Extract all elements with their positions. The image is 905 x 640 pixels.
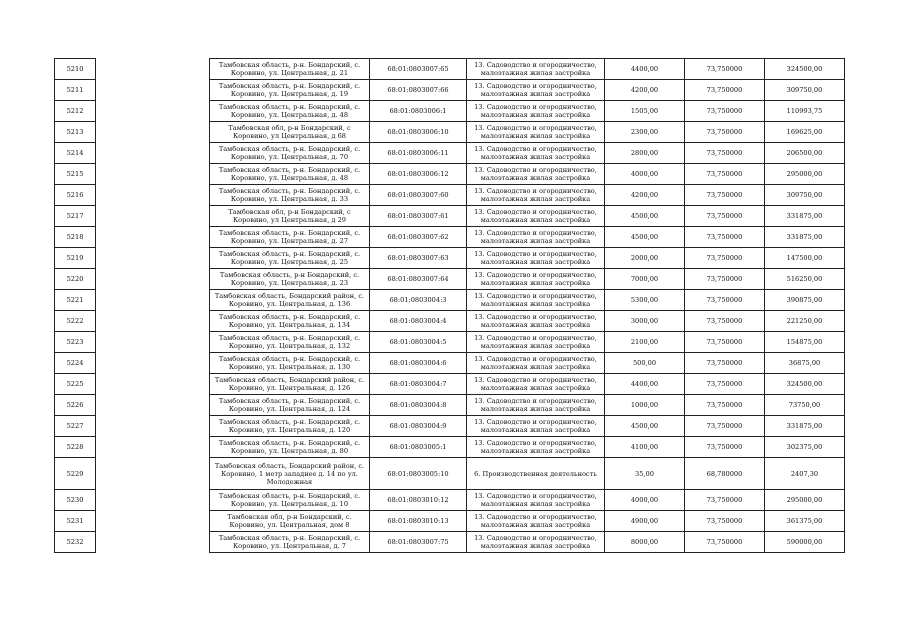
cadastral-value-cell: 36875,00 <box>765 353 845 374</box>
table-row <box>55 532 845 553</box>
cadastral-number-cell: 68:01:0803004:7 <box>370 374 467 395</box>
area-cell: 2000,00 <box>605 248 685 269</box>
cadastral-value-cell: 331875,00 <box>765 416 845 437</box>
cadastral-value-cell: 154875,00 <box>765 332 845 353</box>
table-row <box>55 490 845 511</box>
address-cell: Тамбовская область, р-н. Бондарский, с. Коровино, ул. Центральная, д. 7 <box>210 532 370 553</box>
row-number: 5214 <box>55 143 96 164</box>
area-cell: 7000,00 <box>605 269 685 290</box>
rate-cell: 73,750000 <box>685 122 765 143</box>
row-number: 5229 <box>55 458 96 490</box>
cadastral-value-cell: 390875,00 <box>765 290 845 311</box>
rate-cell: 73,750000 <box>685 227 765 248</box>
row-number: 5231 <box>55 511 96 532</box>
row-number: 5223 <box>55 332 96 353</box>
cadastral-number-cell: 68:01:0803006:10 <box>370 122 467 143</box>
cadastral-value-cell: 110993,75 <box>765 101 845 122</box>
row-number: 5213 <box>55 122 96 143</box>
land-use-cell: 13. Садоводство и огородничество, малоэтажная жилая застройка <box>467 511 605 532</box>
area-cell: 4000,00 <box>605 490 685 511</box>
address-cell: Тамбовская область, р-н. Бондарский, с. Коровино, ул. Центральная, д. 21 <box>210 59 370 80</box>
area-cell: 4100,00 <box>605 437 685 458</box>
rate-cell: 73,750000 <box>685 269 765 290</box>
row-number: 5211 <box>55 80 96 101</box>
cadastral-value-cell: 331875,00 <box>765 227 845 248</box>
row-spacer <box>96 532 210 553</box>
row-number: 5230 <box>55 490 96 511</box>
cadastral-value-cell: 309750,00 <box>765 80 845 101</box>
area-cell: 4200,00 <box>605 80 685 101</box>
address-cell: Тамбовская обл, р-н Бондарский, с Коровино, ул Центральная, д 29 <box>210 206 370 227</box>
table-row <box>55 185 845 206</box>
land-use-cell: 13. Садоводство и огородничество, малоэтажная жилая застройка <box>467 206 605 227</box>
row-number: 5221 <box>55 290 96 311</box>
rate-cell: 73,750000 <box>685 164 765 185</box>
table-row <box>55 227 845 248</box>
row-number: 5226 <box>55 395 96 416</box>
land-use-cell: 13. Садоводство и огородничество, малоэтажная жилая застройка <box>467 143 605 164</box>
area-cell: 4000,00 <box>605 164 685 185</box>
address-cell: Тамбовская область, р-н. Бондарский, с. Коровино, ул. Центральная, д. 130 <box>210 353 370 374</box>
row-spacer <box>96 332 210 353</box>
row-spacer <box>96 490 210 511</box>
row-spacer <box>96 227 210 248</box>
area-cell: 4500,00 <box>605 227 685 248</box>
table-row <box>55 101 845 122</box>
land-use-cell: 13. Садоводство и огородничество, малоэтажная жилая застройка <box>467 374 605 395</box>
table-row <box>55 332 845 353</box>
land-use-cell: 13. Садоводство и огородничество, малоэтажная жилая застройка <box>467 311 605 332</box>
land-use-cell: 6. Производственная деятельность <box>467 458 605 490</box>
land-cadastral-value-table <box>54 58 845 553</box>
address-cell: Тамбовская обл, р-н Бондарский, с Коровино, ул Центральная, д 68 <box>210 122 370 143</box>
table-row <box>55 416 845 437</box>
area-cell: 3000,00 <box>605 311 685 332</box>
row-number: 5220 <box>55 269 96 290</box>
row-number: 5215 <box>55 164 96 185</box>
cadastral-number-cell: 68:01:0803007:75 <box>370 532 467 553</box>
cadastral-number-cell: 68:01:0803004:8 <box>370 395 467 416</box>
address-cell: Тамбовская область, р-н. Бондарский, с. Коровино, ул. Центральная, д. 120 <box>210 416 370 437</box>
land-use-cell: 13. Садоводство и огородничество, малоэтажная жилая застройка <box>467 332 605 353</box>
row-number: 5212 <box>55 101 96 122</box>
table-row <box>55 143 845 164</box>
cadastral-number-cell: 68:01:0803007:63 <box>370 248 467 269</box>
area-cell: 5300,00 <box>605 290 685 311</box>
row-spacer <box>96 290 210 311</box>
cadastral-number-cell: 68:01:0803005:10 <box>370 458 467 490</box>
rate-cell: 73,750000 <box>685 101 765 122</box>
cadastral-number-cell: 68:01:0803007:66 <box>370 80 467 101</box>
row-spacer <box>96 143 210 164</box>
area-cell: 4500,00 <box>605 416 685 437</box>
row-number: 5216 <box>55 185 96 206</box>
land-use-cell: 13. Садоводство и огородничество, малоэтажная жилая застройка <box>467 227 605 248</box>
row-spacer <box>96 80 210 101</box>
cadastral-value-cell: 324500,00 <box>765 374 845 395</box>
land-use-cell: 13. Садоводство и огородничество, малоэтажная жилая застройка <box>467 269 605 290</box>
address-cell: Тамбовская область, р-н. Бондарский, с. Коровино, ул. Центральная, д. 80 <box>210 437 370 458</box>
area-cell: 4900,00 <box>605 511 685 532</box>
area-cell: 4400,00 <box>605 374 685 395</box>
address-cell: Тамбовская область, Бондарский район, с. Коровино, 1 метр западнее д. 14 по ул. Молодежная <box>210 458 370 490</box>
table-row <box>55 311 845 332</box>
rate-cell: 73,750000 <box>685 416 765 437</box>
cadastral-number-cell: 68:01:0803007:64 <box>370 269 467 290</box>
row-number: 5225 <box>55 374 96 395</box>
rate-cell: 73,750000 <box>685 311 765 332</box>
table-row <box>55 164 845 185</box>
address-cell: Тамбовская область, р-н. Бондарский, с. Коровино, ул. Центральная, д. 27 <box>210 227 370 248</box>
table-row <box>55 511 845 532</box>
row-number: 5232 <box>55 532 96 553</box>
area-cell: 2300,00 <box>605 122 685 143</box>
cadastral-number-cell: 68:01:0803004:3 <box>370 290 467 311</box>
row-spacer <box>96 59 210 80</box>
row-spacer <box>96 164 210 185</box>
cadastral-number-cell: 68:01:0803004:9 <box>370 416 467 437</box>
rate-cell: 73,750000 <box>685 185 765 206</box>
cadastral-value-cell: 221250,00 <box>765 311 845 332</box>
rate-cell: 73,750000 <box>685 490 765 511</box>
address-cell: Тамбовская область, р-н. Бондарский, с. Коровино, ул. Центральная, д. 25 <box>210 248 370 269</box>
cadastral-number-cell: 68:01:0803006:11 <box>370 143 467 164</box>
land-use-cell: 13. Садоводство и огородничество, малоэтажная жилая застройка <box>467 122 605 143</box>
row-spacer <box>96 458 210 490</box>
cadastral-number-cell: 68:01:0803007:62 <box>370 227 467 248</box>
row-spacer <box>96 374 210 395</box>
cadastral-number-cell: 68:01:0803007:61 <box>370 206 467 227</box>
cadastral-number-cell: 68:01:0803004:4 <box>370 311 467 332</box>
cadastral-value-cell: 295000,00 <box>765 164 845 185</box>
table-row <box>55 59 845 80</box>
cadastral-value-cell: 169625,00 <box>765 122 845 143</box>
rate-cell: 68,780000 <box>685 458 765 490</box>
area-cell: 1505,00 <box>605 101 685 122</box>
area-cell: 1000,00 <box>605 395 685 416</box>
cadastral-value-cell: 73750,00 <box>765 395 845 416</box>
row-spacer <box>96 511 210 532</box>
table-row <box>55 437 845 458</box>
cadastral-number-cell: 68:01:0803010:12 <box>370 490 467 511</box>
rate-cell: 73,750000 <box>685 290 765 311</box>
area-cell: 500,00 <box>605 353 685 374</box>
cadastral-number-cell: 68:01:0803010:13 <box>370 511 467 532</box>
cadastral-value-cell: 302375,00 <box>765 437 845 458</box>
rate-cell: 73,750000 <box>685 80 765 101</box>
cadastral-number-cell: 68:01:0803006:12 <box>370 164 467 185</box>
row-number: 5227 <box>55 416 96 437</box>
table-row <box>55 374 845 395</box>
cadastral-number-cell: 68:01:0803004:6 <box>370 353 467 374</box>
table-row <box>55 248 845 269</box>
rate-cell: 73,750000 <box>685 206 765 227</box>
row-spacer <box>96 353 210 374</box>
row-spacer <box>96 269 210 290</box>
table-body <box>55 59 845 553</box>
land-use-cell: 13. Садоводство и огородничество, малоэтажная жилая застройка <box>467 353 605 374</box>
address-cell: Тамбовская область, р-н. Бондарский, с. Коровино, ул. Центральная, д. 132 <box>210 332 370 353</box>
address-cell: Тамбовская область, р-н. Бондарский, с. Коровино, ул. Центральная, д. 10 <box>210 490 370 511</box>
address-cell: Тамбовская область, р-н. Бондарский, с. Коровино, ул. Центральная, д. 48 <box>210 164 370 185</box>
land-use-cell: 13. Садоводство и огородничество, малоэтажная жилая застройка <box>467 290 605 311</box>
row-spacer <box>96 122 210 143</box>
area-cell: 4500,00 <box>605 206 685 227</box>
rate-cell: 73,750000 <box>685 353 765 374</box>
rate-cell: 73,750000 <box>685 143 765 164</box>
row-spacer <box>96 416 210 437</box>
cadastral-value-cell: 295000,00 <box>765 490 845 511</box>
row-spacer <box>96 248 210 269</box>
address-cell: Тамбовская область, р-н. Бондарский, с. Коровино, ул. Центральная, д. 70 <box>210 143 370 164</box>
land-use-cell: 13. Садоводство и огородничество, малоэтажная жилая застройка <box>467 185 605 206</box>
row-number: 5217 <box>55 206 96 227</box>
land-use-cell: 13. Садоводство и огородничество, малоэтажная жилая застройка <box>467 490 605 511</box>
rate-cell: 73,750000 <box>685 59 765 80</box>
cadastral-number-cell: 68:01:0803005:1 <box>370 437 467 458</box>
row-spacer <box>96 185 210 206</box>
table-row <box>55 353 845 374</box>
row-spacer <box>96 437 210 458</box>
row-number: 5218 <box>55 227 96 248</box>
address-cell: Тамбовская область, р-н. Бондарский, с. Коровино, ул. Центральная, д. 48 <box>210 101 370 122</box>
area-cell: 4200,00 <box>605 185 685 206</box>
area-cell: 2800,00 <box>605 143 685 164</box>
row-number: 5219 <box>55 248 96 269</box>
row-spacer <box>96 206 210 227</box>
land-use-cell: 13. Садоводство и огородничество, малоэтажная жилая застройка <box>467 416 605 437</box>
land-use-cell: 13. Садоводство и огородничество, малоэтажная жилая застройка <box>467 164 605 185</box>
table-row <box>55 269 845 290</box>
area-cell: 35,00 <box>605 458 685 490</box>
table-row <box>55 458 845 490</box>
land-use-cell: 13. Садоводство и огородничество, малоэтажная жилая застройка <box>467 101 605 122</box>
cadastral-number-cell: 68:01:0803006:1 <box>370 101 467 122</box>
rate-cell: 73,750000 <box>685 248 765 269</box>
row-spacer <box>96 101 210 122</box>
cadastral-number-cell: 68:01:0803004:5 <box>370 332 467 353</box>
area-cell: 8000,00 <box>605 532 685 553</box>
table-row <box>55 395 845 416</box>
rate-cell: 73,750000 <box>685 532 765 553</box>
row-number: 5210 <box>55 59 96 80</box>
cadastral-value-cell: 361375,00 <box>765 511 845 532</box>
cadastral-value-cell: 590000,00 <box>765 532 845 553</box>
cadastral-value-cell: 309750,00 <box>765 185 845 206</box>
address-cell: Тамбовская область, р-н Бондарский, с. Коровино, ул. Центральная, д. 23 <box>210 269 370 290</box>
cadastral-number-cell: 68:01:0803007:60 <box>370 185 467 206</box>
row-spacer <box>96 311 210 332</box>
cadastral-value-cell: 331875,00 <box>765 206 845 227</box>
rate-cell: 73,750000 <box>685 511 765 532</box>
land-use-cell: 13. Садоводство и огородничество, малоэтажная жилая застройка <box>467 532 605 553</box>
rate-cell: 73,750000 <box>685 395 765 416</box>
table-row <box>55 206 845 227</box>
cadastral-value-cell: 206500,00 <box>765 143 845 164</box>
table-row <box>55 80 845 101</box>
row-number: 5228 <box>55 437 96 458</box>
land-use-cell: 13. Садоводство и огородничество, малоэтажная жилая застройка <box>467 395 605 416</box>
address-cell: Тамбовская область, р-н. Бондарский, с. Коровино, ул. Центральная, д. 19 <box>210 80 370 101</box>
address-cell: Тамбовская область, р-н. Бондарский, с. Коровино, ул. Центральная, д. 124 <box>210 395 370 416</box>
cadastral-value-cell: 324500,00 <box>765 59 845 80</box>
row-spacer <box>96 395 210 416</box>
table-row <box>55 122 845 143</box>
land-use-cell: 13. Садоводство и огородничество, малоэтажная жилая застройка <box>467 248 605 269</box>
row-number: 5222 <box>55 311 96 332</box>
land-use-cell: 13. Садоводство и огородничество, малоэтажная жилая застройка <box>467 80 605 101</box>
area-cell: 2100,00 <box>605 332 685 353</box>
cadastral-value-cell: 516250,00 <box>765 269 845 290</box>
cadastral-value-cell: 147500,00 <box>765 248 845 269</box>
rate-cell: 73,750000 <box>685 332 765 353</box>
land-use-cell: 13. Садоводство и огородничество, малоэтажная жилая застройка <box>467 59 605 80</box>
area-cell: 4400,00 <box>605 59 685 80</box>
row-number: 5224 <box>55 353 96 374</box>
address-cell: Тамбовская область, р-н. Бондарский, с. Коровино, ул. Центральная, д. 33 <box>210 185 370 206</box>
rate-cell: 73,750000 <box>685 374 765 395</box>
cadastral-value-cell: 2407,30 <box>765 458 845 490</box>
address-cell: Тамбовская область, Бондарский район, с. Коровино, ул. Центральная, д. 136 <box>210 290 370 311</box>
rate-cell: 73,750000 <box>685 437 765 458</box>
address-cell: Тамбовская область, Бондарский район, с. Коровино, ул. Центральная, д. 126 <box>210 374 370 395</box>
address-cell: Тамбовская обл, р-н Бондарский, с. Коровино, ул. Центральная, дом 8 <box>210 511 370 532</box>
land-use-cell: 13. Садоводство и огородничество, малоэтажная жилая застройка <box>467 437 605 458</box>
address-cell: Тамбовская область, р-н. Бондарский, с. Коровино, ул. Центральная, д. 134 <box>210 311 370 332</box>
cadastral-number-cell: 68:01:0803007:65 <box>370 59 467 80</box>
table-row <box>55 290 845 311</box>
